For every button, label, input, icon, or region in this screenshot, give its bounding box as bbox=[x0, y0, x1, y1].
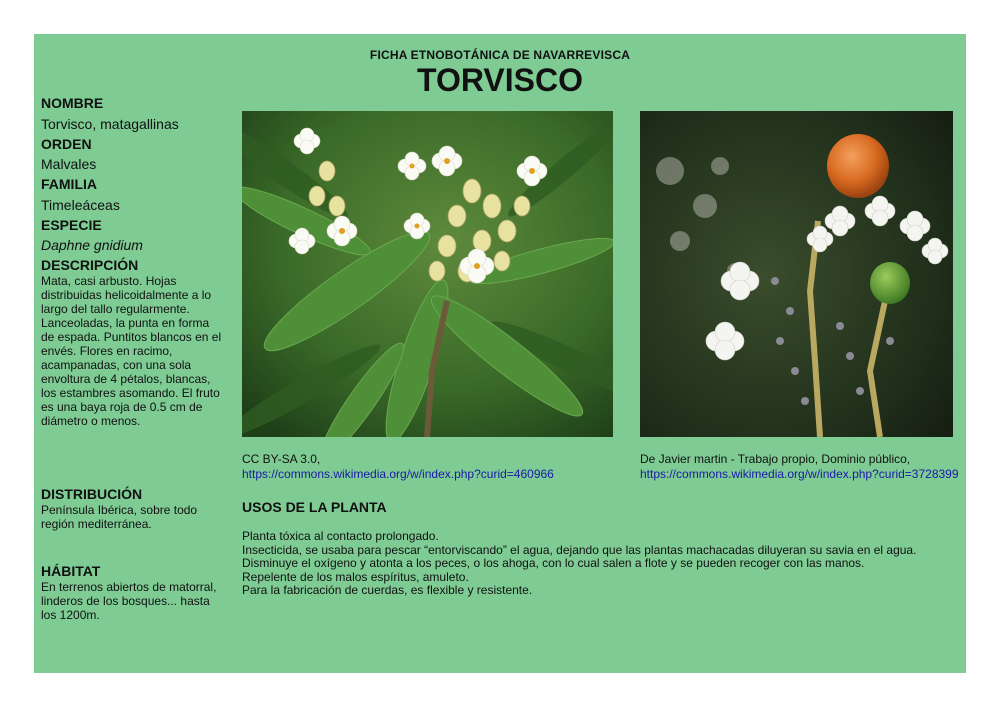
habitat-text bbox=[41, 580, 231, 622]
distribucion-line: región mediterránea. bbox=[41, 517, 152, 531]
descripcion-line: envés. Flores en racimo, bbox=[41, 344, 173, 358]
uses-list bbox=[242, 530, 916, 598]
habitat-line: los 1200m. bbox=[41, 608, 100, 622]
plant-photo-flowers-image bbox=[242, 111, 613, 437]
right-photo-link[interactable]: https://commons.wikimedia.org/w/index.php?curid=3728399 bbox=[640, 467, 959, 481]
descripcion-line: de espada. Puntitos blancos en el bbox=[41, 330, 222, 344]
uses-title: USOS DE LA PLANTA bbox=[242, 499, 387, 515]
orden-value: Malvales bbox=[41, 156, 97, 172]
descripcion-line: diámetro o menos. bbox=[41, 414, 141, 428]
distribucion-line: Península Ibérica, sobre todo bbox=[41, 503, 198, 517]
distribucion-text bbox=[41, 503, 231, 531]
uses-item: Insecticida, se usaba para pescar “entorviscando” el agua, dejando que las plantas machacadas diluyeran su savia en el agua. bbox=[242, 542, 917, 557]
right-photo-credit bbox=[640, 452, 959, 482]
familia-value: Timeleáceas bbox=[41, 197, 120, 213]
left-photo-license: CC BY-SA 3.0, bbox=[242, 452, 321, 466]
descripcion-label: DESCRIPCIÓN bbox=[41, 257, 139, 273]
especie-value: Daphne gnidium bbox=[41, 237, 143, 253]
habitat-label: HÁBITAT bbox=[41, 563, 101, 579]
plant-photo-flowers bbox=[242, 111, 613, 437]
habitat-line: linderos de los bosques... hasta bbox=[41, 594, 210, 608]
descripcion-line: Lanceoladas, la punta en forma bbox=[41, 316, 210, 330]
plant-photo-fruit bbox=[640, 111, 953, 437]
descripcion-line: los estambres asomando. El fruto bbox=[41, 386, 220, 400]
descripcion-line: es una baya roja de 0.5 cm de bbox=[41, 400, 203, 414]
familia-label: FAMILIA bbox=[41, 176, 97, 192]
distribucion-label: DISTRIBUCIÓN bbox=[41, 486, 143, 502]
sheet-subtitle: FICHA ETNOBOTÁNICA DE NAVARREVISCA bbox=[369, 48, 631, 62]
page-title: TORVISCO bbox=[417, 62, 583, 98]
right-photo-author: De Javier martin - Trabajo propio, Dominio público, bbox=[640, 452, 911, 466]
uses-item: Disminuye el oxígeno y atonta a los peces, o los ahoga, con lo cual salen a flote y se pueden recoger con las manos. bbox=[242, 556, 865, 570]
left-photo-link[interactable]: https://commons.wikimedia.org/w/index.php?curid=460966 bbox=[242, 467, 554, 481]
descripcion-line: largo del tallo regularmente. bbox=[41, 302, 190, 316]
nombre-label: NOMBRE bbox=[41, 95, 104, 111]
uses-item: Para la fabricación de cuerdas, es flexible y resistente. bbox=[242, 583, 533, 597]
descripcion-line: Mata, casi arbusto. Hojas bbox=[41, 274, 177, 288]
orden-label: ORDEN bbox=[41, 136, 92, 152]
plant-photo-fruit-image bbox=[640, 111, 953, 437]
descripcion-text bbox=[41, 274, 231, 428]
descripcion-line: distribuidas helicoidalmente a lo bbox=[41, 288, 212, 302]
especie-label: ESPECIE bbox=[41, 217, 102, 233]
uses-item: Planta tóxica al contacto prolongado. bbox=[242, 529, 439, 543]
nombre-value: Torvisco, matagallinas bbox=[41, 116, 179, 132]
uses-item: Repelente de los malos espíritus, amuleto. bbox=[242, 569, 469, 584]
habitat-line: En terrenos abiertos de matorral, bbox=[41, 580, 217, 594]
left-photo-credit bbox=[242, 452, 554, 482]
descripcion-line: envoltura de 4 pétalos, blancas, bbox=[41, 372, 211, 386]
descripcion-line: acampanadas, con una sola bbox=[41, 358, 192, 372]
fact-sheet bbox=[34, 34, 966, 673]
